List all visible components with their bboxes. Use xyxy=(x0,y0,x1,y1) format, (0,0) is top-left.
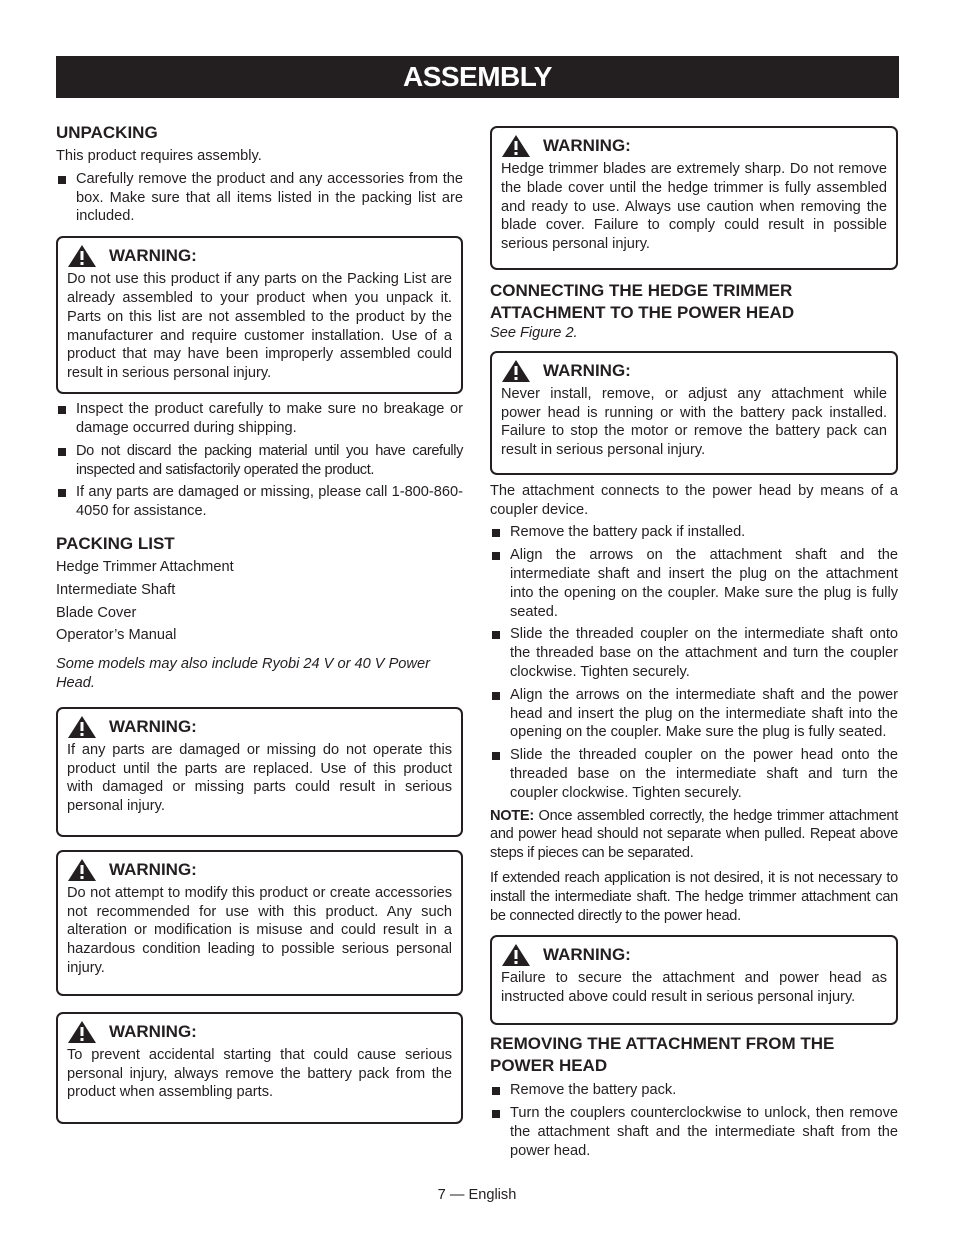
warning-header xyxy=(67,1020,452,1044)
warning-header xyxy=(67,858,452,882)
page-footer xyxy=(0,1186,954,1205)
warning-header xyxy=(501,134,887,158)
warning-triangle-icon xyxy=(67,715,97,739)
warning-box-install xyxy=(490,351,898,475)
warning-label: WARNING: xyxy=(109,859,197,879)
warning-text: Do not use this product if any parts on the Packing List are already assembled to your product when you unpack it. Parts on this list are not assembled to the product by the manufacturer and require customer installation. Use of a product that may have been improperly assembled could result in serious personal injury. xyxy=(67,271,452,382)
list-item: Inspect the product carefully to make sure no breakage or damage occurred during shipping. xyxy=(56,400,463,438)
warning-text: Failure to secure the attachment and power head as instructed above could result in serious personal injury. xyxy=(501,970,887,1006)
warning-triangle-icon xyxy=(501,359,531,383)
page-title-banner xyxy=(56,56,899,98)
warning-triangle-icon xyxy=(501,134,531,158)
warning-label: WARNING: xyxy=(109,246,197,266)
list-item: Slide the threaded coupler on the intermediate shaft onto the threaded base on the attachment and turn the coupler clockwise. Tighten securely. xyxy=(490,625,898,681)
warning-box-modify xyxy=(56,850,463,996)
packing-list-item: Blade Cover xyxy=(56,604,137,621)
section-title-connecting: CONNECTING THE HEDGE TRIMMER ATTACHMENT TO THE POWER HEAD xyxy=(490,281,795,322)
warning-text: Do not attempt to modify this product or create accessories not recommended for use with this product. Any such alteration or modification is misuse and could result in a hazardous condition leading to possible serious personal injury. xyxy=(67,884,452,976)
section-title-unpacking: UNPACKING xyxy=(56,123,158,142)
packing-list-item: Hedge Trimmer Attachment xyxy=(56,558,234,575)
warning-header xyxy=(67,244,452,268)
list-item: Turn the couplers counterclockwise to unlock, then remove the attachment shaft and the intermediate shaft from the power head. xyxy=(490,1104,898,1160)
list-item: Align the arrows on the intermediate shaft and the power head and insert the plug on the intermediate shaft into the opening on the coupler. Make sure the plug is fully seated. xyxy=(490,686,898,742)
warning-label: WARNING: xyxy=(543,136,631,155)
warning-triangle-icon xyxy=(501,943,531,967)
unpacking-list-1 xyxy=(56,170,463,226)
extended-reach-text: If extended reach application is not desired, it is not necessary to install the intermediate shaft. The hedge trimmer attachment can be connected directly to the power head. xyxy=(490,869,898,924)
warning-label: WARNING: xyxy=(543,945,631,965)
warning-label: WARNING: xyxy=(109,1021,197,1041)
section-title-packing-list: PACKING LIST xyxy=(56,533,175,553)
warning-header xyxy=(501,359,887,383)
warning-box-damaged-parts xyxy=(56,707,463,837)
removing-steps xyxy=(490,1081,898,1160)
list-item: Remove the battery pack if installed. xyxy=(490,523,898,542)
note-label: NOTE: xyxy=(490,807,534,824)
warning-box-packing-list xyxy=(56,236,463,394)
connecting-intro: The attachment connects to the power head by means of a coupler device. xyxy=(490,482,898,518)
note-text: Once assembled correctly, the hedge trimmer attachment and power head should not separate when pulled. Repeat above steps if pieces can be separated. xyxy=(490,807,898,862)
warning-box-secure xyxy=(490,935,898,1025)
warning-text: If any parts are damaged or missing do not operate this product until the parts are replaced. Use of this product with damaged or missing parts could result in serious personal injury. xyxy=(67,741,452,815)
figure-reference: See Figure 2. xyxy=(490,325,578,341)
warning-box-blades xyxy=(490,126,898,270)
packing-list-item: Intermediate Shaft xyxy=(56,581,176,598)
right-column xyxy=(490,126,898,1161)
list-item: Carefully remove the product and any accessories from the box. Make sure that all items listed in the packing list are included. xyxy=(56,170,463,226)
list-item: Do not discard the packing material until you have carefully inspected and satisfactorily operated the product. xyxy=(56,442,463,480)
warning-label: WARNING: xyxy=(543,360,631,380)
list-item: If any parts are damaged or missing, please call 1-800-860-4050 for assistance. xyxy=(56,483,463,521)
list-item: Remove the battery pack. xyxy=(490,1081,898,1100)
unpacking-intro: This product requires assembly. xyxy=(56,148,262,164)
packing-list-item: Operator’s Manual xyxy=(56,627,177,644)
list-item: Slide the threaded coupler on the power head onto the threaded base on the intermediate shaft and turn the coupler clockwise. Tighten securely. xyxy=(490,746,898,802)
warning-box-accidental-start xyxy=(56,1012,463,1124)
page-title: ASSEMBLY xyxy=(402,60,552,92)
warning-text: Never install, remove, or adjust any attachment while power head is running or with the battery pack installed. Failure to stop the motor or remove the battery pack can result in serious personal injury. xyxy=(501,385,887,459)
warning-text: To prevent accidental starting that could cause serious personal injury, always remove the battery pack from the product when assembling parts. xyxy=(67,1046,452,1101)
unpacking-list-2 xyxy=(56,400,463,521)
page-number: 7 — English xyxy=(437,1187,517,1203)
warning-triangle-icon xyxy=(67,244,97,268)
warning-label: WARNING: xyxy=(109,716,197,736)
note-paragraph xyxy=(490,807,898,863)
warning-triangle-icon xyxy=(67,1020,97,1044)
section-title-removing: REMOVING THE ATTACHMENT FROM THE POWER HEAD xyxy=(490,1034,835,1076)
warning-triangle-icon xyxy=(67,858,97,882)
packing-list-note: Some models may also include Ryobi 24 V or 40 V Power Head. xyxy=(56,656,430,691)
connecting-steps xyxy=(490,523,898,802)
left-column xyxy=(56,122,463,1124)
list-item: Align the arrows on the attachment shaft and the intermediate shaft and insert the plug on the attachment into the opening on the coupler. Make sure the plug is fully seated. xyxy=(490,546,898,621)
warning-header xyxy=(67,715,452,739)
warning-header xyxy=(501,943,887,967)
warning-text: Hedge trimmer blades are extremely sharp. Do not remove the blade cover until the hedge trimmer is fully assembled and ready to use. Always use caution when removing the blade cover. Failure to comply could result in possible serious personal injury. xyxy=(501,161,887,253)
